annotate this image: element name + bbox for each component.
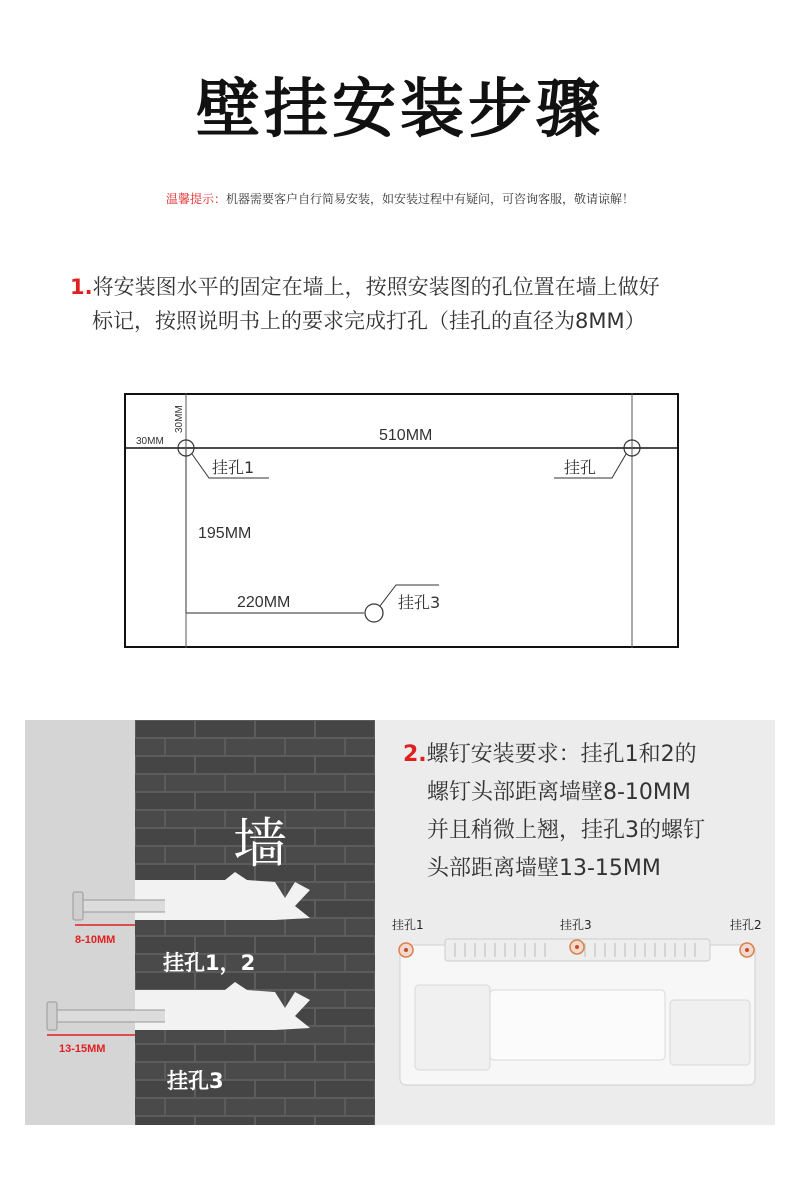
- screw-2-head: [47, 1002, 57, 1030]
- measure-1-label: 8-10MM: [75, 934, 116, 946]
- heater-hole-1-center: [404, 948, 408, 952]
- heater-center-panel: [490, 990, 665, 1060]
- screw-1: [75, 900, 165, 912]
- hole-2-label: 挂孔: [564, 458, 597, 477]
- brick-wall: [135, 720, 375, 1125]
- dim-left-label: 30MM: [174, 405, 185, 433]
- height-label: 195MM: [198, 525, 252, 542]
- hole-1-label: 挂孔1: [212, 458, 255, 477]
- measure-2-label: 13-15MM: [59, 1043, 106, 1055]
- wall-hole-3-label: 挂孔3: [167, 1069, 224, 1093]
- step-2-line-1: 螺钉安装要求：挂孔1和2的: [426, 742, 697, 767]
- step-1-number: 1.: [70, 275, 93, 299]
- bottom-label: 220MM: [237, 594, 291, 611]
- step-2-line-2: 螺钉头部距离墙壁8-10MM: [427, 780, 691, 805]
- heater-hole-2-center: [745, 948, 749, 952]
- tip-notice: [0, 190, 800, 207]
- wall-hole-12-label: 挂孔1，2: [163, 951, 256, 975]
- heater-left-panel: [415, 985, 490, 1070]
- screw-1-head: [73, 892, 83, 920]
- heater-back-diagram: [390, 915, 770, 1095]
- step-2-line-3: 并且稍微上翘，挂孔3的螺钉: [427, 818, 705, 843]
- dim-top-label: 30MM: [136, 436, 164, 447]
- mounting-template-diagram: [124, 393, 679, 648]
- step-1-line-2: 标记，按照说明书上的要求完成打孔（挂孔的直径为8MM）: [92, 309, 646, 333]
- width-label: 510MM: [379, 427, 433, 444]
- screw-overlay: [25, 720, 165, 1125]
- step-2: [403, 736, 773, 888]
- tip-label: 温馨提示：: [165, 192, 226, 206]
- step-1-line-1: 将安装图水平的固定在墙上，按照安装图的孔位置在墙上做好: [92, 275, 660, 299]
- page-title: 壁挂安装步骤: [196, 73, 604, 147]
- heater-hole-3-center: [575, 945, 579, 949]
- heater-hole-1-label: 挂孔1: [392, 918, 424, 932]
- tip-text: 机器需要客户自行简易安装，如安装过程中有疑问，可咨询客服，敬请谅解！: [226, 192, 635, 206]
- step-2-line-4: 头部距离墙壁13-15MM: [427, 856, 661, 881]
- brick-texture: [135, 720, 375, 1125]
- heater-hole-2-label: 挂孔2: [730, 918, 762, 932]
- screw-2: [50, 1010, 165, 1022]
- heater-right-panel: [670, 1000, 750, 1065]
- step-1: [70, 270, 760, 338]
- wall-label: 墙: [233, 812, 287, 875]
- hole-3-label: 挂孔3: [398, 593, 441, 612]
- heater-hole-3-label: 挂孔3: [560, 918, 592, 932]
- step-2-number: 2.: [403, 742, 427, 767]
